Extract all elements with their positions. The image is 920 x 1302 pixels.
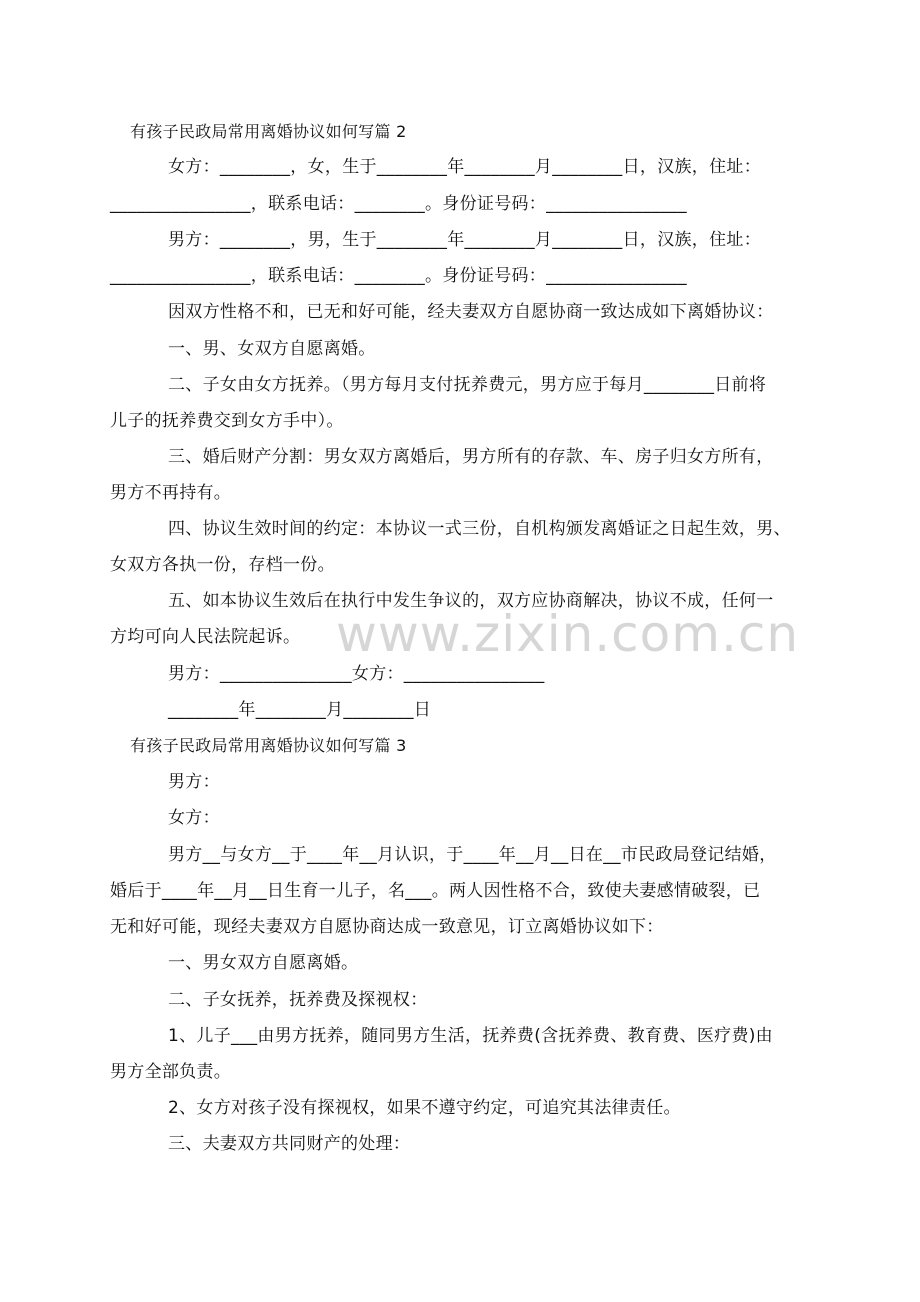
clause-3-1: 一、男女双方自愿离婚。 [168, 953, 359, 973]
clause-3-line2: 男方不再持有。 [110, 483, 232, 503]
clause-3-3: 三、夫妻双方共同财产的处理： [168, 1134, 411, 1154]
clause-3-2-1-line1: 1、儿子___由男方抚养，随同男方生活，抚养费(含抚养费、教育费、医疗费)由 [168, 1026, 773, 1046]
clause-3-2: 二、子女抚养，抚养费及探视权： [168, 990, 428, 1010]
intro-line1: 男方__与女方__于____年__月认识，于____年__月__日在__市民政局登记结婚， [168, 845, 777, 865]
intro-line2: 婚后于____年__月__日生育一儿子，名___。两人因性格不合，致使夫妻感情破裂，已 [110, 881, 761, 901]
clause-4-line1: 四、协议生效时间的约定：本协议一式三份，自机构颁发离婚证之日起生效，男、 [168, 519, 791, 539]
clause-3-2-2: 2、女方对孩子没有探视权，如果不遵守约定，可追究其法律责任。 [168, 1098, 681, 1118]
clause-4-line2: 女双方各执一份，存档一份。 [110, 555, 335, 575]
clause-5-line1: 五、如本协议生效后在执行中发生争议的，双方应协商解决，协议不成，任何一 [168, 591, 774, 611]
party-female-line2: ________________，联系电话：________。身份证号码：________________ [110, 194, 687, 214]
clause-3-2-1-line2: 男方全部负责。 [110, 1062, 232, 1082]
clause-1: 一、男、女双方自愿离婚。 [168, 339, 376, 359]
female-party-label: 女方： [168, 808, 220, 828]
watermark: www.zixin.com.cn [336, 605, 800, 663]
preamble: 因双方性格不和，已无和好可能，经夫妻双方自愿协商一致达成如下离婚协议： [168, 302, 774, 322]
clause-3-line1: 三、婚后财产分割：男女双方离婚后，男方所有的存款、车、房子归女方所有， [168, 447, 774, 467]
section-title-3: 有孩子民政局常用离婚协议如何写篇 3 [130, 736, 407, 755]
party-female-line1: 女方：________，女，生于________年________月________日，汉族，住址： [168, 157, 761, 177]
section-title-2: 有孩子民政局常用离婚协议如何写篇 2 [130, 122, 407, 141]
signature-line: 男方：_______________女方：________________ [168, 664, 545, 684]
clause-2-line1: 二、子女由女方抚养。（男方每月支付抚养费元，男方应于每月________日前将 [168, 375, 767, 395]
male-party-label: 男方： [168, 772, 220, 792]
clause-2-line2: 儿子的抚养费交到女方手中）。 [110, 411, 344, 431]
date-line: ________年________月________日 [168, 700, 432, 720]
party-male-line1: 男方：________，男，生于________年________月________日，汉族，住址： [168, 230, 761, 250]
party-male-line2: ________________，联系电话：________。身份证号码：________________ [110, 266, 687, 286]
intro-line3: 无和好可能，现经夫妻双方自愿协商达成一致意见，订立离婚协议如下： [110, 917, 664, 937]
clause-5-line2: 方均可向人民法院起诉。 [110, 627, 301, 647]
